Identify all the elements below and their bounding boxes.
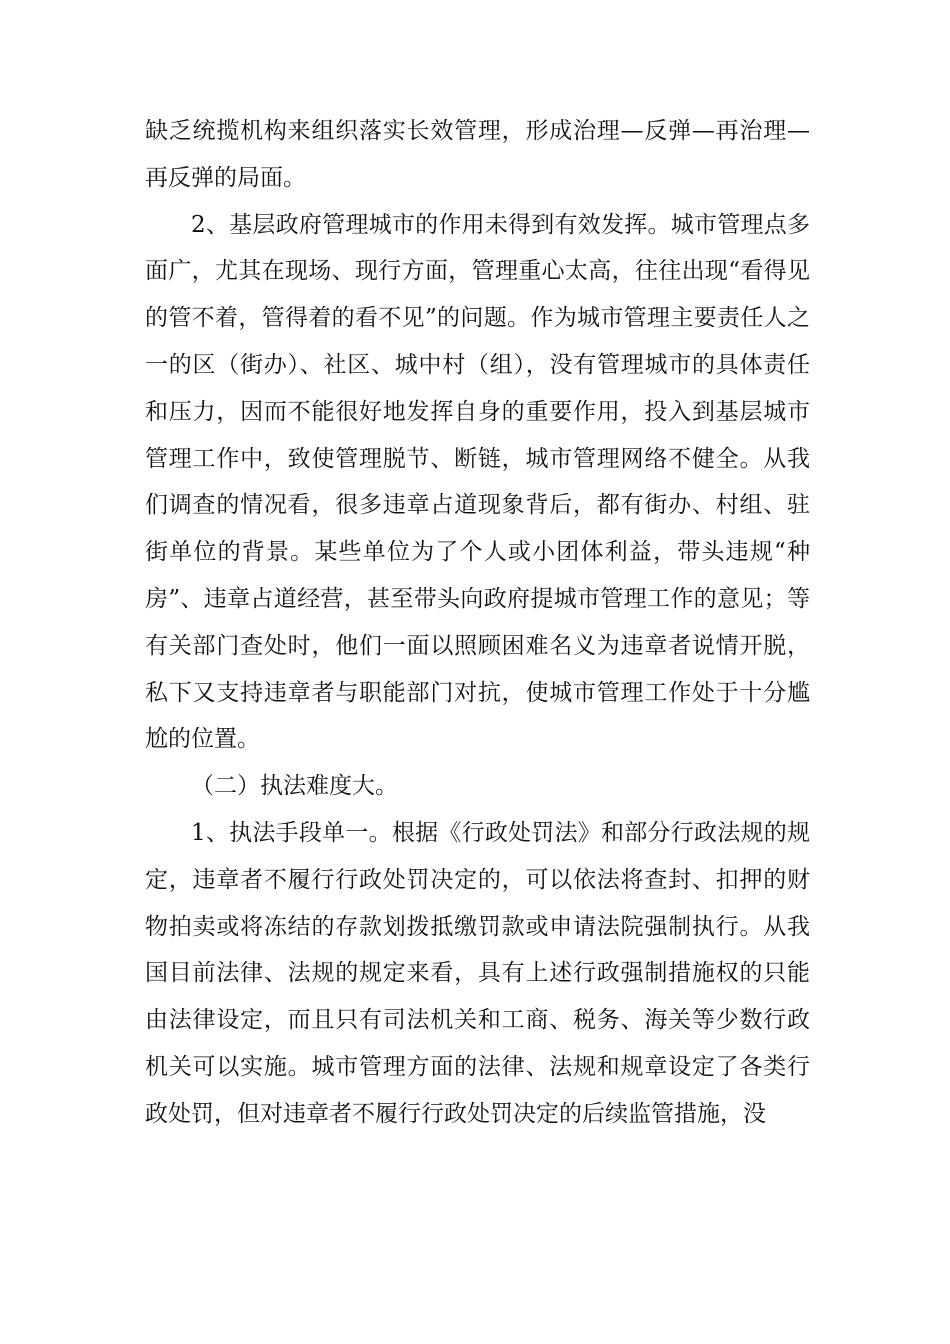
paragraph-continuation: 缺乏统揽机构来组织落实长效管理，形成治理—反弹—再治理—再反弹的局面。 [145, 118, 810, 191]
document-body [145, 108, 810, 1138]
paragraph-enforcement-means: 1、执法手段单一。根据《行政处罚法》和部分行政法规的规定，违章者不履行行政处罚决定的，可以依法将查封、扣押的财物拍卖或将冻结的存款划拨抵缴罚款或申请法院强制执行。从我国目前法律、法规的规定来看，具有上述行政强制措施权的只能由法律设定，而且只有司法机关和工商、税务、海关等少数行政机关可以实施。城市管理方面的法律、法规和规章设定了各类行政处罚，但对违章者不履行行政处罚决定的后续监管措施，没 [145, 819, 810, 1127]
section-heading-enforcement: （二）执法难度大。 [191, 773, 398, 800]
paragraph-grassroots-government: 2、基层政府管理城市的作用未得到有效发挥。城市管理点多面广，尤其在现场、现行方面，管理重心太高，往往出现“看得见的管不着，管得着的看不见”的问题。作为城市管理主要责任人之一的区（街办）、社区、城中村（组），没有管理城市的具体责任和压力，因而不能很好地发挥自身的重要作用，投入到基层城市管理工作中，致使管理脱节、断链，城市管理网络不健全。从我们调查的情况看，很多违章占道现象背后，都有街办、村组、驻街单位的背景。某些单位为了个人或小团体利益，带头违规“种房”、违章占道经营，甚至带头向政府提城市管理工作的意见；等有关部门查处时，他们一面以照顾困难名义为违章者说情开脱，私下又支持违章者与职能部门对抗，使城市管理工作处于十分尴尬的位置。 [145, 211, 810, 753]
